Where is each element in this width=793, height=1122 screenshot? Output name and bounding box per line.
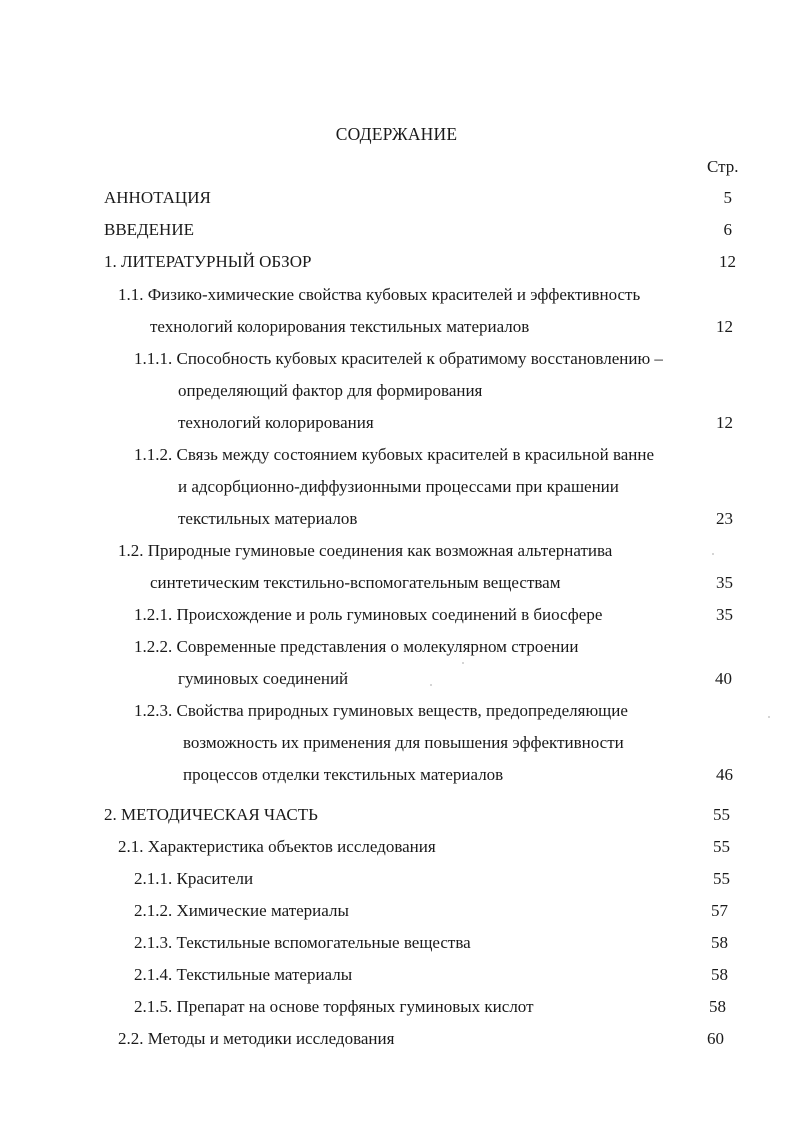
toc-entry-page: 58 <box>709 997 726 1016</box>
toc-entry-page: 55 <box>713 805 730 824</box>
toc-entry-text: 1.2.2. Современные представления о молекулярном строении <box>134 637 579 656</box>
toc-entry-text-continued: текстильных материалов <box>178 509 358 528</box>
toc-entry-text: 1.1.2. Связь между состоянием кубовых красителей в красильной ванне <box>134 445 655 464</box>
scan-speck <box>712 553 714 555</box>
page-title: СОДЕРЖАНИЕ <box>335 124 458 144</box>
toc-entry-text: 2.1.3. Текстильные вспомогательные вещества <box>134 933 471 952</box>
toc-entry-text: АННОТАЦИЯ <box>104 188 211 207</box>
toc-entry-text: 2.1.4. Текстильные материалы <box>134 965 353 984</box>
toc-entry-text: 2.2. Методы и методики исследования <box>118 1029 395 1048</box>
toc-entry-page: 58 <box>711 965 728 984</box>
toc-entry-text: 1.1.1. Способность кубовых красителей к обратимому восстановлению – <box>134 349 663 368</box>
toc-entry-text-continued: технологий колорирования <box>178 413 374 432</box>
toc-entry-page: 12 <box>719 252 736 271</box>
toc-entry-text-continued: определяющий фактор для формирования <box>178 381 483 400</box>
toc-entry-page: 12 <box>716 317 733 336</box>
toc-entry-page: 23 <box>716 509 733 528</box>
toc-entry-text: 1. ЛИТЕРАТУРНЫЙ ОБЗОР <box>104 252 312 271</box>
toc-entry-text: 2.1. Характеристика объектов исследования <box>118 837 436 856</box>
toc-entry-page: 5 <box>723 188 732 207</box>
toc-entry-page: 12 <box>716 413 733 432</box>
toc-entry-text-continued: синтетическим текстильно-вспомогательным веществам <box>150 573 561 592</box>
toc-entry-text: ВВЕДЕНИЕ <box>104 220 194 239</box>
scan-speck <box>430 684 432 686</box>
toc-entry-text-continued: технологий колорирования текстильных материалов <box>150 317 530 336</box>
toc-entry-text: 2. МЕТОДИЧЕСКАЯ ЧАСТЬ <box>104 805 318 824</box>
toc-entry-text-continued: возможность их применения для повышения эффективности <box>183 733 624 752</box>
toc-entry-page: 57 <box>711 901 728 920</box>
toc-entry-page: 58 <box>711 933 728 952</box>
toc-entry-text: 2.1.1. Красители <box>134 869 254 888</box>
toc-entry-text: 2.1.2. Химические материалы <box>134 901 349 920</box>
scan-speck <box>462 662 464 664</box>
toc-entry-page: 55 <box>713 869 730 888</box>
toc-entry-page: 35 <box>716 605 733 624</box>
toc-entry-text-continued: процессов отделки текстильных материалов <box>183 765 504 784</box>
scan-speck <box>768 716 770 718</box>
toc-entry-text: 1.1. Физико-химические свойства кубовых красителей и эффективность <box>118 285 641 304</box>
toc-entry-page: 60 <box>707 1029 724 1048</box>
toc-entry-text: 2.1.5. Препарат на основе торфяных гуминовых кислот <box>134 997 534 1016</box>
toc-entry-text: 1.2.1. Происхождение и роль гуминовых соединений в биосфере <box>134 605 603 624</box>
toc-entry-text: 1.2.3. Свойства природных гуминовых веществ, предопределяющие <box>134 701 628 720</box>
toc-entry-text-continued: и адсорбционно-диффузионными процессами при крашении <box>178 477 619 496</box>
toc-entry-page: 55 <box>713 837 730 856</box>
toc-entry-text: 1.2. Природные гуминовые соединения как возможная альтернатива <box>118 541 613 560</box>
page-column-label: Стр. <box>707 157 739 176</box>
toc-entry-text-continued: гуминовых соединений <box>178 669 349 688</box>
toc-entry-page: 40 <box>715 669 732 688</box>
toc-entry-page: 46 <box>716 765 733 784</box>
toc-entry-page: 6 <box>723 220 732 239</box>
toc-entry-page: 35 <box>716 573 733 592</box>
